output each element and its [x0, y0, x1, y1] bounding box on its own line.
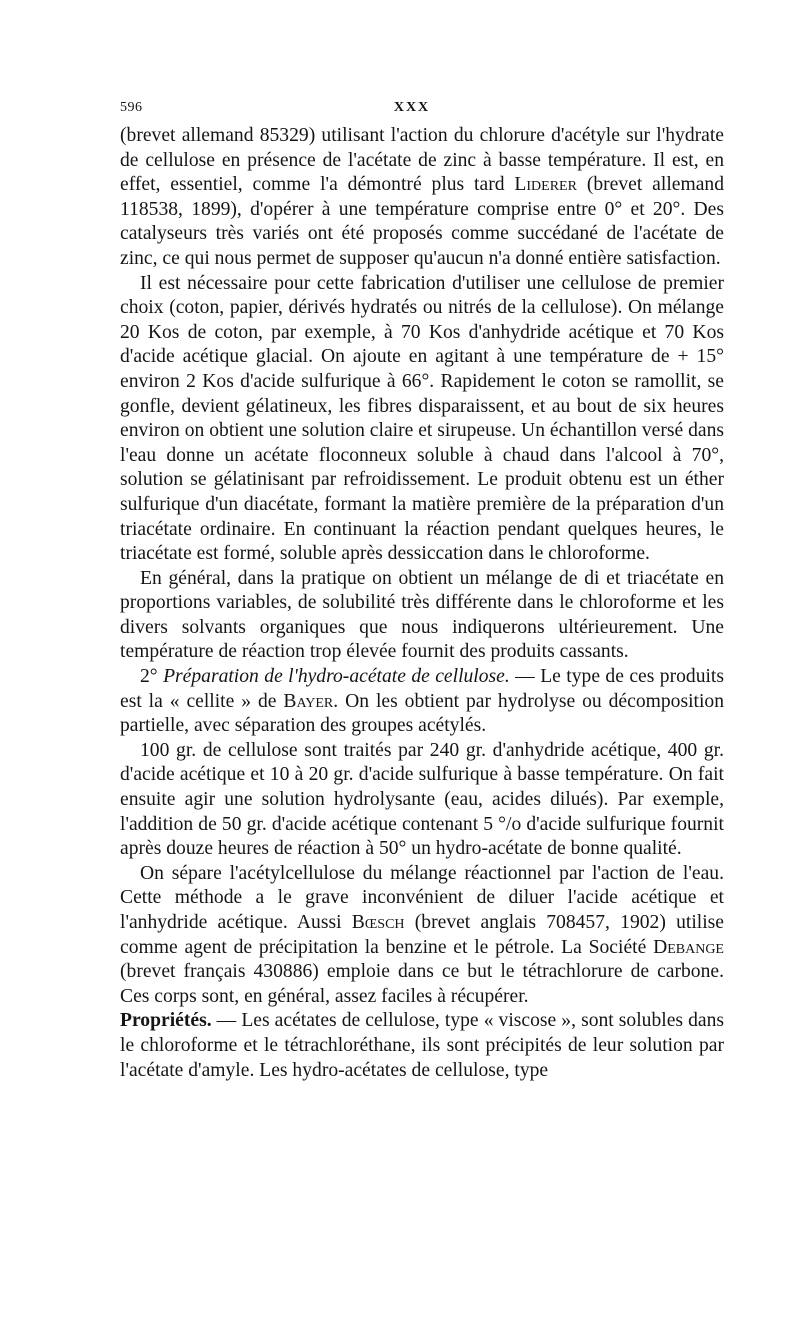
paragraph-text: (brevet anglais 708457, 1902) utilise comme agent de précipitation la benzine et le pétrole. La Société: [120, 912, 724, 958]
author-name: Debange: [653, 936, 724, 958]
paragraph-text: On sépare l'acétylcellulose du mélange réactionnel par l'action de l'eau. Cette méthode a le grave inconvénient de diluer l'acide acétique et l'anhydride acétique. Aussi: [120, 862, 724, 933]
paragraph: En général, dans la pratique on obtient un mélange de di et triacétate en proportions variables, de solubilité très différente dans le chloroforme et les divers solvants organiques que nous indiquerons ultérieurement. Une température de réaction trop élevée fournit des produits cassants.: [120, 567, 724, 663]
author-name: Bayer: [283, 690, 334, 712]
section-heading: Propriétés.: [120, 1010, 212, 1032]
paragraph: [120, 665, 724, 739]
page-number: 596: [120, 100, 143, 115]
paragraph-text: (brevet français 430886) emploie dans ce but le tétrachlorure de carbone. Ces corps sont, en général, assez faciles à récupérer.: [120, 961, 724, 1007]
paragraph-text: (brevet allemand 118538, 1899), d'opérer à une température comprise entre 0° et 20°. Des catalyseurs très variés ont été proposés comme succédané de l'acétate de zinc, ce qui nous permet de supposer qu'aucun n'a donné entière satisfaction.: [120, 174, 724, 269]
author-name: Liderer: [514, 174, 577, 196]
paragraph: [120, 862, 724, 1010]
section-title: Préparation de l'hydro-acétate de cellulose.: [163, 666, 510, 688]
paragraph-text: (brevet allemand 85329) utilisant l'action du chlorure d'acétyle sur l'hydrate de cellulose en présence de l'acétate de zinc à basse température. Il est, en effet, essentiel, comme l'a démontré plus tard: [120, 125, 724, 196]
paragraph: 100 gr. de cellulose sont traités par 240 gr. d'anhydride acétique, 400 gr. d'acide acétique et 10 à 20 gr. d'acide sulfurique à basse température. On fait ensuite agir une solution hydrolysante (eau, acides dilués). Par exemple, l'addition de 50 gr. d'acide acétique contenant 5 °/o d'acide sulfurique fournit après douze heures de réaction à 50° un hydro-acétate de bonne qualité.: [120, 739, 724, 860]
paragraph: Il est nécessaire pour cette fabrication d'utiliser une cellulose de premier choix (coton, papier, dérivés hydratés ou nitrés de la cellulose). On mélange 20 Kos de coton, par exemple, à 70 Kos d'anhydride acétique et 70 Kos d'acide acétique glacial. On ajoute en agitant à une température de + 15° environ 2 Kos d'acide sulfurique à 66°. Rapidement le coton se ramollit, se gonfle, devient gélatineux, les fibres disparaissent, et au bout de six heures environ on obtient une solution claire et sirupeuse. Un échantillon versé dans l'eau donne un acétate floconneux soluble à chaud dans l'alcool à 70°, solution se gélatinisant par refroidissement. Le produit obtenu est un éther sulfurique d'un diacétate, formant la matière première de la préparation d'un triacétate ordinaire. En continuant la réaction pendant quelques heures, le triacétate est formé, soluble après dessiccation dans le chloroforme.: [120, 272, 724, 565]
section-number: 2°: [140, 666, 164, 688]
page-header: [100, 96, 724, 120]
paragraph-text: — Le type de ces produits est la « cellite » de: [120, 666, 725, 712]
body-text: [120, 124, 724, 1083]
paragraph: [120, 1009, 724, 1083]
paragraph: [120, 124, 724, 272]
paragraph-text: . On les obtient par hydrolyse ou décomposition partielle, avec séparation des groupes acétylés.: [120, 690, 725, 737]
author-name: Bœsch: [351, 912, 405, 933]
book-page: [100, 96, 724, 1083]
paragraph-text: — Les acétates de cellulose, type « viscose », sont solubles dans le chloroforme et le tétrachloréthane, ils sont précipités de leur solution par l'acétate d'amyle. Les hydro-acétates de cellulose, type: [120, 1010, 724, 1081]
chapter-heading: XXX: [393, 100, 431, 115]
